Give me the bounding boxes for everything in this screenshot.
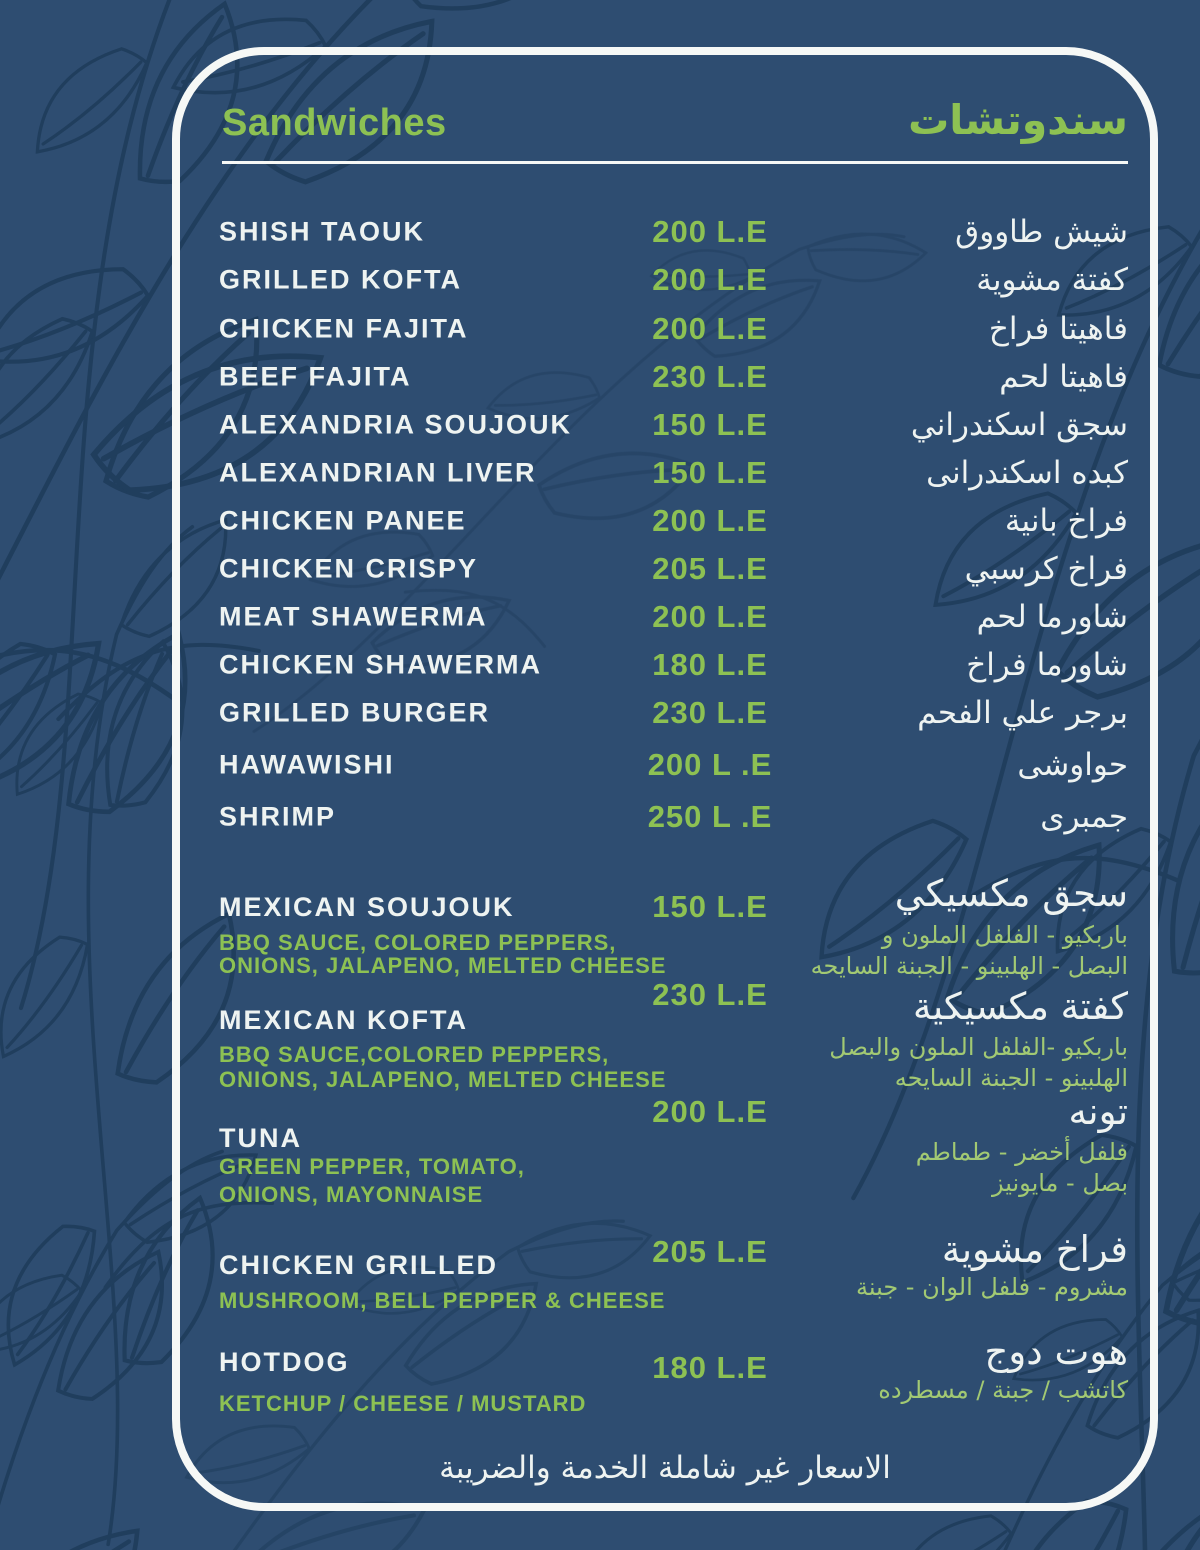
item-desc-ar: باربكيو - الفلفل الملون و [881,921,1128,949]
item-desc-en: ONIONS, MAYONNAISE [219,1182,484,1207]
item-price: 150 L.E [652,455,768,490]
item-name-en: GRILLED BURGER [219,697,490,728]
item-desc-ar: البصل - الهلبينو - الجبنة السايحه [810,952,1128,980]
item-price: 200 L.E [652,599,768,634]
menu-row [219,689,1128,737]
item-desc-en: BBQ SAUCE, COLORED PEPPERS, [219,930,617,955]
item-name-en: CHICKEN CRISPY [219,553,479,584]
item-price: 200 L.E [652,262,768,297]
item-desc-ar: بصل - مايونيز [992,1169,1128,1197]
item-desc-ar: كاتشب / جبنة / مسطرده [878,1376,1128,1404]
item-desc-en: MUSHROOM, BELL PEPPER & CHEESE [219,1288,666,1313]
item-price: 230 L.E [652,977,768,1012]
item-name-ar: فراخ بانية [1004,503,1128,539]
item-price: 200 L.E [652,503,768,538]
item-name-ar: كبده اسكندرانى [926,455,1128,491]
menu-row [219,305,1128,353]
item-price: 205 L.E [652,1234,768,1269]
footer-note: الاسعار غير شاملة الخدمة والضريبة [439,1450,891,1486]
item-name-ar: حواوشى [1017,747,1128,783]
item-name-en: BEEF FAJITA [219,361,412,392]
menu-row [219,449,1128,497]
item-name-ar: كفتة مكسيكية [913,985,1128,1028]
item-desc-ar: فلفل أخضر - طماطم [915,1138,1128,1166]
item-name-en: SHISH TAOUK [219,216,426,247]
item-price: 200 L.E [652,1094,768,1129]
menu-row [219,256,1128,304]
item-name-ar: شاورما لحم [976,599,1128,635]
menu-row [219,208,1128,256]
item-name-ar: فراخ مشوية [941,1228,1128,1271]
item-desc-ar: مشروم - فلفل الوان - جبنة [855,1273,1128,1301]
item-name-en: MEAT SHAWERMA [219,601,488,632]
item-price: 250 L .E [647,799,773,834]
menu-row [219,401,1128,449]
item-name-en: HAWAWISHI [219,749,395,780]
item-name-ar: فاهيتا فراخ [988,311,1128,347]
item-name-en: HOTDOG [219,1347,350,1377]
item-name-en: MEXICAN SOUJOUK [219,892,515,922]
item-name-ar: سجق اسكندراني [910,407,1128,443]
item-name-en: CHICKEN GRILLED [219,1250,498,1280]
item-price: 230 L.E [652,695,768,730]
item-name-en: GRILLED KOFTA [219,264,462,295]
item-price: 200 L.E [652,214,768,249]
header-divider [222,161,1128,164]
item-price: 180 L.E [652,647,768,682]
item-name-ar: فراخ كرسبي [964,551,1128,587]
item-name-en: ALEXANDRIAN LIVER [219,457,537,488]
item-price: 180 L.E [652,1350,768,1385]
item-name-ar: فاهيتا لحم [999,359,1128,395]
menu-row [219,497,1128,545]
item-desc-en: BBQ SAUCE,COLORED PEPPERS, [219,1042,610,1067]
item-name-en: SHRIMP [219,801,337,832]
item-desc-en: ONIONS, JALAPENO, MELTED CHEESE [219,953,667,978]
item-name-en: CHICKEN SHAWERMA [219,649,543,680]
item-name-ar: شاورما فراخ [966,647,1128,683]
section-title-ar: سندوتشات [908,96,1128,144]
item-desc-en: GREEN PEPPER, TOMATO, [219,1154,525,1179]
menu-row [219,641,1128,689]
item-name-ar: برجر علي الفحم [917,695,1128,731]
menu-row [219,545,1128,593]
item-desc-ar: الهلبينو - الجبنة السايحه [894,1064,1128,1092]
item-name-en: ALEXANDRIA SOUJOUK [219,409,573,440]
menu-row [219,593,1128,641]
item-price: 150 L.E [652,407,768,442]
menu-row [219,353,1128,401]
item-desc-ar: باربكيو -الفلفل الملون والبصل [829,1033,1128,1061]
item-price: 230 L.E [652,359,768,394]
item-price: 205 L.E [652,551,768,586]
item-name-ar: هوت دوج [984,1330,1128,1373]
item-price: 150 L.E [652,889,768,924]
menu-row [219,793,1128,841]
item-name-ar: كفتة مشوية [976,262,1128,298]
menu-row [219,741,1128,789]
item-name-en: CHICKEN PANEE [219,505,467,536]
item-price: 200 L.E [652,311,768,346]
item-name-en: CHICKEN FAJITA [219,313,469,344]
item-desc-en: KETCHUP / CHEESE / MUSTARD [219,1391,587,1416]
item-name-en: MEXICAN KOFTA [219,1005,468,1035]
item-name-ar: سجق مكسيكي [894,872,1128,915]
item-desc-en: ONIONS, JALAPENO, MELTED CHEESE [219,1067,667,1092]
section-title-en: Sandwiches [222,102,447,144]
item-name-ar: جمبرى [1040,799,1128,835]
item-name-en: TUNA [219,1123,302,1153]
item-name-ar: تونه [1068,1090,1128,1133]
item-name-ar: شيش طاووق [955,214,1128,250]
item-price: 200 L .E [647,747,773,782]
